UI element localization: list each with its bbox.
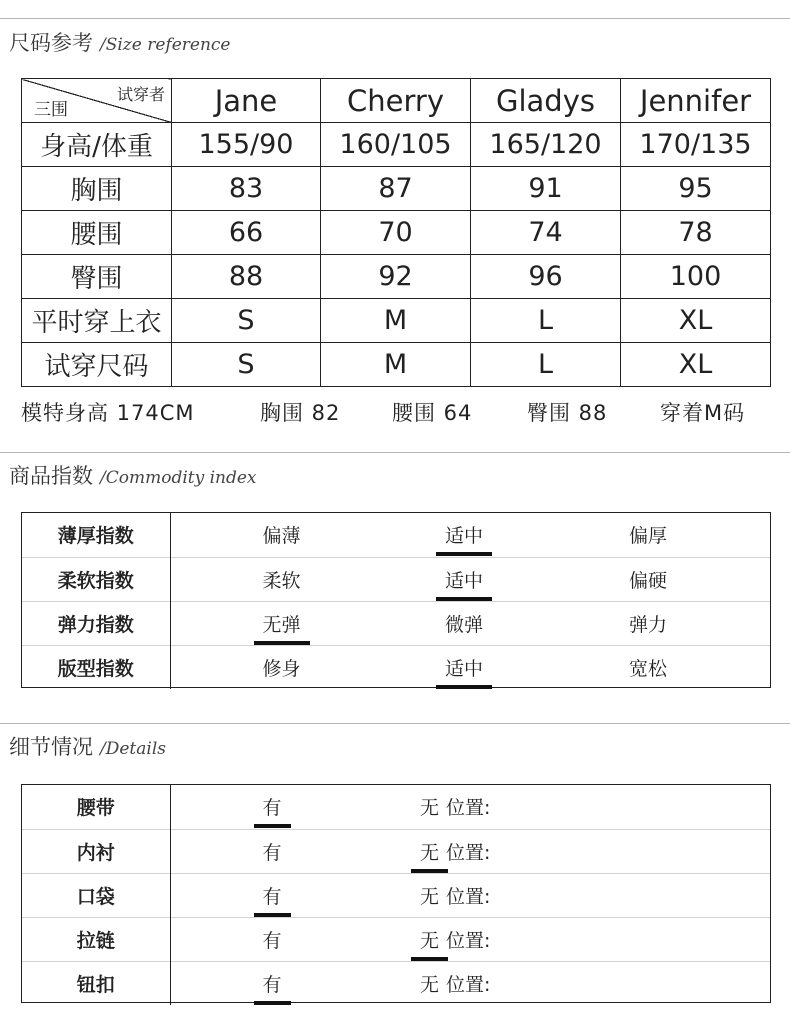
table-cell: 165/120 bbox=[471, 123, 621, 167]
details-table bbox=[22, 785, 770, 1005]
section-divider bbox=[0, 452, 790, 453]
size-table bbox=[21, 78, 771, 387]
detail-option: 无 bbox=[420, 973, 440, 996]
detail-label: 腰带 bbox=[22, 785, 170, 829]
detail-option-selected: 无 bbox=[420, 838, 439, 865]
model-height: 模特身高 174CM bbox=[21, 401, 195, 425]
table-row bbox=[22, 211, 771, 255]
model-info bbox=[21, 397, 761, 427]
detail-option-selected: 无 bbox=[420, 926, 439, 953]
column-header: Jennifer bbox=[621, 79, 771, 123]
table-cell: XL bbox=[621, 343, 771, 387]
detail-label: 口袋 bbox=[22, 873, 170, 917]
detail-position-label: 位置: bbox=[446, 841, 491, 864]
details-title-cn: 细节情况 bbox=[9, 735, 93, 759]
model-size: 穿着M码 bbox=[660, 401, 746, 425]
table-cell: 155/90 bbox=[172, 123, 321, 167]
index-label: 柔软指数 bbox=[22, 557, 170, 601]
index-row bbox=[22, 513, 770, 557]
table-row bbox=[22, 255, 771, 299]
index-option: 修身 bbox=[262, 657, 301, 680]
table-cell: M bbox=[321, 299, 471, 343]
detail-option: 无 bbox=[420, 885, 440, 908]
detail-row bbox=[22, 873, 770, 917]
size-table-header bbox=[22, 79, 771, 123]
row-label: 臀围 bbox=[22, 255, 172, 299]
corner-cell bbox=[22, 79, 172, 123]
column-header: Cherry bbox=[321, 79, 471, 123]
detail-row bbox=[22, 961, 770, 1005]
index-option: 偏薄 bbox=[262, 525, 301, 548]
row-label: 腰围 bbox=[22, 211, 172, 255]
column-header: Jane bbox=[172, 79, 321, 123]
table-cell: L bbox=[471, 299, 621, 343]
index-option: 微弹 bbox=[445, 613, 484, 636]
table-cell: 96 bbox=[471, 255, 621, 299]
index-option: 宽松 bbox=[629, 657, 668, 680]
table-cell: 91 bbox=[471, 167, 621, 211]
table-cell: L bbox=[471, 343, 621, 387]
index-label: 薄厚指数 bbox=[22, 513, 170, 557]
index-option-selected: 无弹 bbox=[263, 610, 301, 637]
table-cell: 66 bbox=[172, 211, 321, 255]
column-header: Gladys bbox=[471, 79, 621, 123]
corner-label-wearer: 试穿者 bbox=[116, 85, 165, 104]
table-cell: 83 bbox=[172, 167, 321, 211]
table-cell: 170/135 bbox=[621, 123, 771, 167]
corner-label-measurements: 三围 bbox=[34, 100, 68, 120]
table-cell: XL bbox=[621, 299, 771, 343]
table-cell: S bbox=[172, 343, 321, 387]
size-title-cn: 尺码参考 bbox=[9, 31, 93, 55]
table-cell: 70 bbox=[321, 211, 471, 255]
index-option-selected: 适中 bbox=[445, 654, 483, 681]
table-cell: 92 bbox=[321, 255, 471, 299]
index-option: 偏硬 bbox=[629, 569, 668, 592]
model-bust: 胸围 82 bbox=[260, 401, 341, 425]
table-cell: 88 bbox=[172, 255, 321, 299]
detail-row bbox=[22, 829, 770, 873]
detail-row bbox=[22, 785, 770, 829]
index-title-cn: 商品指数 bbox=[9, 464, 93, 488]
index-option: 偏厚 bbox=[629, 525, 668, 548]
table-cell: 160/105 bbox=[321, 123, 471, 167]
detail-option-selected: 有 bbox=[263, 793, 282, 820]
table-cell: 78 bbox=[621, 211, 771, 255]
index-row bbox=[22, 645, 770, 689]
section-divider bbox=[0, 723, 790, 724]
index-option: 柔软 bbox=[262, 569, 301, 592]
model-hip: 臀围 88 bbox=[527, 401, 608, 425]
details-title-en: /Details bbox=[100, 739, 166, 759]
detail-label: 钮扣 bbox=[22, 961, 170, 1005]
index-table bbox=[22, 513, 770, 689]
detail-position-label: 位置: bbox=[446, 885, 491, 908]
detail-option-selected: 有 bbox=[263, 882, 282, 909]
table-cell: 100 bbox=[621, 255, 771, 299]
detail-row bbox=[22, 917, 770, 961]
index-option: 弹力 bbox=[629, 613, 668, 636]
index-section-title bbox=[9, 460, 257, 490]
table-cell: 74 bbox=[471, 211, 621, 255]
index-option-selected: 适中 bbox=[445, 566, 483, 593]
detail-option: 无 bbox=[420, 797, 440, 820]
size-section-title bbox=[9, 27, 231, 57]
table-cell: M bbox=[321, 343, 471, 387]
detail-label: 拉链 bbox=[22, 917, 170, 961]
index-title-en: /Commodity index bbox=[100, 468, 257, 488]
detail-label: 内衬 bbox=[22, 829, 170, 873]
table-row bbox=[22, 167, 771, 211]
table-cell: 95 bbox=[621, 167, 771, 211]
model-waist: 腰围 64 bbox=[392, 401, 473, 425]
detail-position-label: 位置: bbox=[446, 797, 491, 820]
row-label: 胸围 bbox=[22, 167, 172, 211]
detail-option: 有 bbox=[262, 841, 282, 864]
table-cell: S bbox=[172, 299, 321, 343]
index-row bbox=[22, 601, 770, 645]
details-section-title bbox=[9, 731, 166, 761]
row-label: 试穿尺码 bbox=[22, 343, 172, 387]
index-label: 弹力指数 bbox=[22, 601, 170, 645]
row-label: 平时穿上衣 bbox=[22, 299, 172, 343]
detail-position-label: 位置: bbox=[446, 929, 491, 952]
detail-option-selected: 有 bbox=[263, 970, 282, 997]
index-label: 版型指数 bbox=[22, 645, 170, 689]
detail-position-label: 位置: bbox=[446, 973, 491, 996]
table-cell: 87 bbox=[321, 167, 471, 211]
detail-option: 有 bbox=[262, 929, 282, 952]
table-row bbox=[22, 123, 771, 167]
section-divider bbox=[0, 18, 790, 19]
row-label: 身高/体重 bbox=[22, 123, 172, 167]
index-option-selected: 适中 bbox=[445, 521, 483, 548]
table-row bbox=[22, 299, 771, 343]
index-row bbox=[22, 557, 770, 601]
table-row bbox=[22, 343, 771, 387]
size-title-en: /Size reference bbox=[100, 35, 231, 55]
